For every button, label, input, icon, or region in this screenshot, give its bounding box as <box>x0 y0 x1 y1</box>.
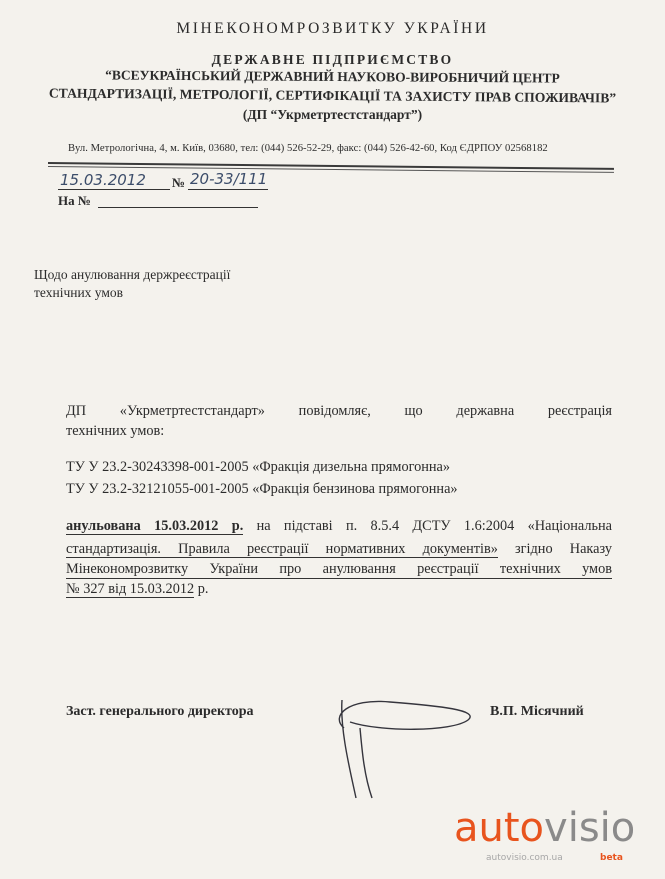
tech-spec-2: ТУ У 23.2-32121055-001-2005 «Фракція бензинова прямогонна» <box>66 481 458 497</box>
enterprise-name-line2: СТАНДАРТИЗАЦІЇ, МЕТРОЛОГІЇ, СЕРТИФІКАЦІЇ ТА ЗАХИСТУ ПРАВ СПОЖИВАЧІВ” <box>48 85 617 106</box>
outgoing-number-handwritten: 20-33/111 <box>190 170 268 188</box>
body-para2-line2 <box>66 541 612 558</box>
watermark-site: autovisio.com.ua <box>486 853 563 863</box>
incoming-ref-underline <box>98 207 258 208</box>
enterprise-type: ДЕРЖАВНЕ ПІДПРИЄМСТВО <box>211 52 454 67</box>
outgoing-date-handwritten: 15.03.2012 <box>60 171 146 189</box>
tech-spec-1: ТУ У 23.2-30243398-001-2005 «Фракція дизельна прямогонна» <box>66 459 451 475</box>
enterprise-short-name: (ДП “Укрметртестстандарт”) <box>242 107 423 122</box>
annulled-date: анульована 15.03.2012 р. <box>66 518 244 534</box>
order-number: № 327 від 15.03.2012 <box>66 581 195 597</box>
body-para2-line3: Мінекономрозвитку України про анулювання реєстрації технічних умов <box>66 561 612 577</box>
number-underline <box>188 189 268 190</box>
incoming-ref-label: На № <box>58 193 91 208</box>
signer-name: В.П. Місячний <box>490 704 584 719</box>
body-para2-line2-rest: згідно Наказу <box>497 541 612 557</box>
date-underline <box>58 189 170 190</box>
subject-line2: технічних умов <box>34 285 124 300</box>
outgoing-number-label: № <box>172 175 186 190</box>
body-para1-line1: ДП «Укрметртестстандарт» повідомляє, що державна реєстрація <box>66 403 612 419</box>
body-para2-line1 <box>66 518 612 535</box>
autovisio-watermark-logo <box>450 795 640 855</box>
order-date-suffix: р. <box>194 581 209 597</box>
ministry-heading: МІНЕКОНОМРОЗВИТКУ УКРАЇНИ <box>176 20 489 37</box>
address-line: Вул. Метрологічна, 4, м. Київ, 03680, тел: (044) 526-52-29, факс: (044) 526-42-60, Код ЄДРПОУ 02568182 <box>68 143 548 154</box>
body-para2-line2-underlined: стандартизація. Правила реєстрації нормативних документів» <box>66 541 498 557</box>
body-para2-line1-rest: на підставі п. 8.5.4 ДСТУ 1.6:2004 «Національна <box>243 518 612 534</box>
enterprise-name-line1: “ВСЕУКРАЇНСЬКИЙ ДЕРЖАВНИЙ НАУКОВО-ВИРОБНИЧИЙ ЦЕНТР <box>105 67 560 86</box>
body-para2-line4 <box>66 581 208 598</box>
watermark-logo-text: autovisio <box>454 805 636 851</box>
signer-title: Заст. генерального директора <box>66 704 254 719</box>
watermark-beta: beta <box>600 853 623 863</box>
body-para1-line2: технічних умов: <box>66 423 165 439</box>
handwritten-signature <box>320 680 480 800</box>
subject-line1: Щодо анулювання держреєстрації <box>34 267 231 282</box>
